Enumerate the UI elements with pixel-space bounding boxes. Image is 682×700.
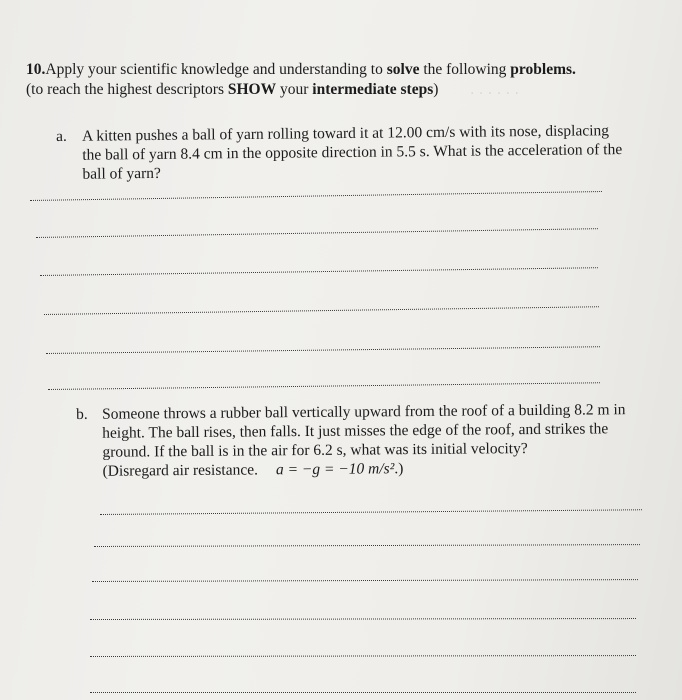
question-a bbox=[56, 121, 627, 184]
answer-line-a-6[interactable] bbox=[48, 382, 600, 390]
answer-line-b-6[interactable] bbox=[90, 692, 636, 693]
question-b bbox=[76, 400, 647, 481]
question-b-note: (Disregard air resistance. bbox=[102, 461, 259, 480]
answer-line-a-1[interactable] bbox=[30, 191, 602, 201]
answer-line-a-5[interactable] bbox=[46, 346, 600, 354]
question-10-heading bbox=[26, 60, 666, 100]
question-a-marker: a. bbox=[56, 127, 67, 145]
question-b-text: Someone throws a rubber ball vertically upward from the roof of a building 8.2 m in height. The ball rises, then falls. It just misses the edge of the roof, and strikes the ground. If the ball is in the air for 6.2 s, what was its initial velocity? (Disregard air resistance. a = −g = −10 m/s².) bbox=[102, 401, 626, 480]
answer-line-b-4[interactable] bbox=[90, 618, 636, 620]
answer-line-b-1[interactable] bbox=[100, 509, 642, 515]
bleed-through-text: · · · · · · bbox=[470, 86, 519, 102]
heading-line-1: 10.Apply your scientific knowledge and understanding to solve the following problems. bbox=[26, 61, 576, 78]
answer-line-b-5[interactable] bbox=[90, 655, 636, 657]
answer-line-a-4[interactable] bbox=[44, 306, 599, 315]
question-number: 10. bbox=[26, 61, 46, 78]
heading-line-2: (to reach the highest descriptors SHOW your intermediate steps) bbox=[26, 81, 439, 98]
answer-line-a-2[interactable] bbox=[36, 228, 598, 238]
answer-line-b-2[interactable] bbox=[94, 544, 640, 547]
answer-line-a-3[interactable] bbox=[40, 267, 598, 276]
question-a-text: A kitten pushes a ball of yarn rolling toward it at 12.00 cm/s with its nose, displacing the ball of yarn 8.4 cm in the opposite direction in 5.5 s. What is the acceleration of the ball of yarn? bbox=[82, 122, 623, 183]
question-b-marker: b. bbox=[76, 405, 88, 423]
acceleration-formula: a = −g = −10 m/s² bbox=[275, 460, 395, 479]
answer-line-b-3[interactable] bbox=[92, 579, 638, 582]
